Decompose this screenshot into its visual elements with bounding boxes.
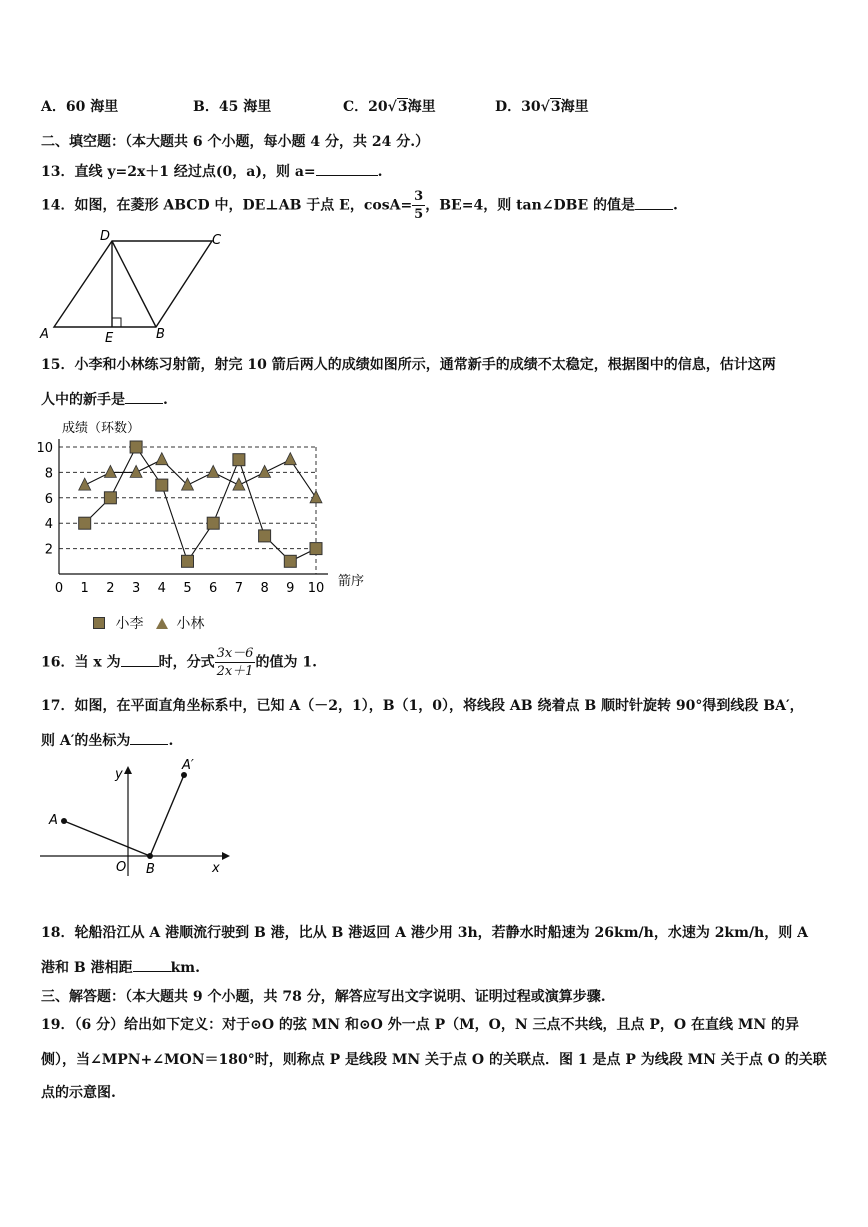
chart-xlabel: 箭序 [338, 574, 365, 589]
data-point-square [284, 555, 296, 567]
data-point-triangle [259, 465, 271, 477]
data-point-square [79, 517, 91, 529]
data-point-square [182, 555, 194, 567]
q14-post: ，BE=4，则 tan∠DBE 的值是 [425, 197, 636, 214]
point-a [61, 818, 67, 824]
question-13 [41, 161, 383, 181]
label-b: B [156, 327, 165, 342]
answer-blank [316, 175, 378, 176]
segment-ba-prime [150, 775, 184, 856]
score-line-chart [34, 414, 374, 604]
q19-line-1: 19．（6 分）给出如下定义：对于⊙O 的弦 MN 和⊙O 外一点 P（M，O，N 三点不共线，且点 P，O 在直线 MN 的异 [41, 1017, 800, 1033]
x-tick-label: 7 [234, 581, 244, 596]
legend-xiaoli: 小李 [115, 616, 144, 632]
data-point-square [310, 543, 322, 555]
data-point-triangle [207, 465, 219, 477]
legend-xiaolin: 小林 [176, 616, 205, 632]
x-tick-label: 3 [131, 581, 141, 596]
y-tick-label: 6 [44, 491, 53, 507]
y-tick-label: 4 [44, 517, 53, 533]
q17-line-2-end: . [168, 733, 174, 749]
q17-line-2 [41, 730, 173, 750]
label-c: C [212, 233, 222, 248]
data-point-triangle [284, 453, 296, 465]
rhombus-figure [36, 228, 226, 346]
option-d-pre: D．30 [495, 99, 541, 115]
label-e: E [105, 331, 114, 346]
option-c-post: 海里 [407, 99, 436, 115]
q13-end: . [377, 164, 383, 180]
question-16 [41, 645, 317, 680]
fraction [215, 645, 256, 680]
option-c: C．20√3海里 [343, 99, 436, 115]
label-a-prime: A′ [182, 758, 194, 773]
q19-line-3: 点的示意图. [41, 1085, 116, 1101]
q13-text: 直线 y=2x＋1 经过点(0，a)，则 a= [74, 164, 316, 180]
section-2-heading: 二、填空题：（本大题共 6 个小题，每小题 4 分，共 24 分.） [41, 134, 430, 150]
answer-blank [133, 971, 171, 972]
label-d: D [100, 229, 111, 244]
answer-blank [635, 209, 673, 210]
label-x: x [212, 861, 220, 876]
option-c-pre: C．20 [343, 99, 388, 115]
coordinate-figure [36, 758, 236, 882]
y-tick-label: 2 [44, 542, 53, 558]
data-point-triangle [310, 491, 322, 503]
x-axis-arrow [222, 852, 230, 860]
option-c-radicand: 3 [397, 99, 408, 115]
frac-numerator: 3x－6 [216, 646, 254, 661]
y-tick-label: 8 [44, 466, 53, 482]
rhombus-abcd [54, 241, 212, 327]
x-tick-label: 8 [260, 581, 269, 596]
label-b: B [146, 862, 155, 877]
y-axis-arrow [124, 766, 132, 774]
answer-blank [125, 403, 163, 404]
q18-line-2-end: km. [170, 960, 200, 976]
x-tick-label: 5 [183, 581, 192, 596]
data-point-square [104, 492, 116, 504]
fraction [412, 188, 425, 223]
segment-db [112, 241, 156, 327]
label-y: y [115, 767, 123, 782]
option-a: A．60 海里 [41, 99, 119, 115]
x-tick-label: 4 [157, 581, 166, 596]
x-tick-label: 1 [80, 581, 89, 596]
option-d-post: 海里 [560, 99, 589, 115]
data-point-square [233, 454, 245, 466]
q17-line-2-pre: 则 A′的坐标为 [41, 733, 131, 749]
label-a: A [49, 813, 58, 828]
data-point-triangle [130, 465, 142, 477]
x-tick-label: 10 [307, 581, 325, 596]
data-point-triangle [156, 453, 168, 465]
label-a: A [40, 327, 49, 342]
q14-pre: 14．如图，在菱形 ABCD 中，DE⊥AB 于点 E，cosA= [41, 197, 413, 214]
option-d: D．30√3海里 [495, 99, 589, 115]
series-line-2 [85, 460, 316, 498]
frac-denominator: 5 [414, 207, 424, 222]
data-point-triangle [104, 465, 116, 477]
segment-ab [64, 821, 150, 856]
q15-line-1: 15．小李和小林练习射箭，射完 10 箭后两人的成绩如图所示，通常新手的成绩不太稳定，根据图中的信息，估计这两 [41, 357, 776, 373]
q16-post: 的值为 1. [255, 654, 317, 671]
frac-numerator: 3 [414, 189, 424, 204]
frac-denominator: 2x＋1 [216, 664, 254, 679]
x-tick-label: 9 [286, 581, 295, 596]
q19-line-2: 侧），当∠MPN+∠MON＝180°时，则称点 P 是线段 MN 关于点 O 的关联点．图 1 是点 P 为线段 MN 关于点 O 的关联 [41, 1052, 827, 1068]
option-d-radicand: 3 [550, 99, 561, 115]
q17-line-1: 17．如图，在平面直角坐标系中，已知 A（－2，1），B（1，0），将线段 AB 绕着点 B 顺时针旋转 90°得到线段 BA′， [41, 698, 804, 714]
x-tick-label: 2 [106, 581, 115, 596]
data-point-square [207, 517, 219, 529]
x-tick-label: 6 [209, 581, 218, 596]
question-14 [41, 188, 678, 223]
legend-square-marker [93, 617, 105, 629]
x-tick-label: 0 [54, 581, 64, 596]
chart-ylabel: 成绩（环数） [62, 421, 141, 436]
answer-blank [130, 744, 168, 745]
data-point-triangle [79, 478, 91, 490]
q14-end: . [673, 197, 678, 214]
q13-number: 13． [41, 164, 75, 180]
q15-line-2-pre: 人中的新手是 [41, 392, 125, 408]
q16-mid: 时，分式 [158, 654, 215, 671]
right-angle-mark [112, 318, 121, 327]
data-point-square [259, 530, 271, 542]
data-point-square [156, 479, 168, 491]
q18-line-2-pre: 港和 B 港相距 [41, 960, 133, 976]
q15-line-2 [41, 389, 168, 409]
q16-pre: 16．当 x 为 [41, 654, 121, 671]
data-point-triangle [233, 478, 245, 490]
y-tick-label: 10 [36, 441, 53, 456]
answer-blank [121, 666, 159, 667]
label-o: O [116, 860, 127, 875]
section-3-heading: 三、解答题：（本大题共 9 个小题，共 78 分，解答应写出文字说明、证明过程或演算步骤. [41, 989, 606, 1005]
data-point-square [130, 441, 142, 453]
q15-line-2-end: . [163, 392, 168, 408]
q18-line-1: 18．轮船沿江从 A 港顺流行驶到 B 港，比从 B 港返回 A 港少用 3h，若静水时船速为 26km/h，水速为 2km/h，则 A [41, 925, 808, 941]
data-point-triangle [182, 478, 194, 490]
chart-legend [93, 613, 204, 633]
point-b [147, 853, 153, 859]
option-b: B．45 海里 [193, 99, 272, 115]
legend-triangle-marker [156, 618, 168, 629]
q18-line-2 [41, 957, 200, 977]
